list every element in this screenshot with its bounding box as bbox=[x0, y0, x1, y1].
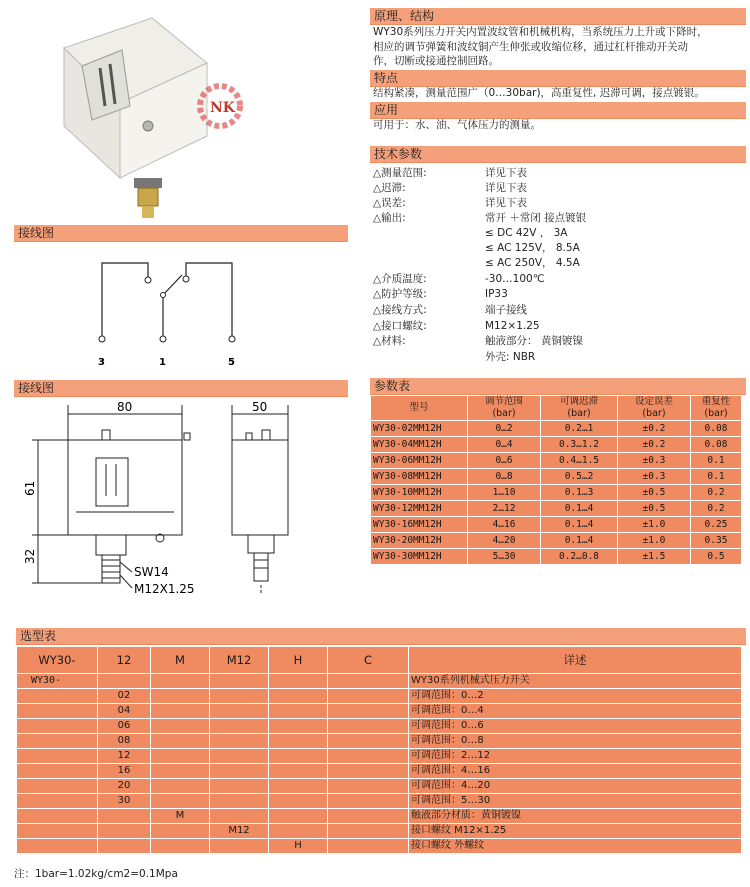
spec-value: 端子接线 bbox=[485, 304, 527, 316]
principle-line: WY30系列压力开关内置波纹管和机械机构，当系统压力上升或下降时， bbox=[373, 26, 708, 38]
param-cell: ±1.0 bbox=[617, 517, 690, 533]
spec-row bbox=[373, 196, 743, 211]
detail-cell: WY30系列机械式压力开关 bbox=[409, 674, 742, 689]
spec-value: -30…100℃ bbox=[485, 273, 545, 285]
spec-row bbox=[373, 241, 743, 256]
code-cell bbox=[98, 839, 151, 854]
section-tech-title: 技术参数 bbox=[374, 147, 423, 161]
selection-body bbox=[17, 674, 742, 854]
spec-value: IP33 bbox=[485, 288, 508, 300]
principle-line: 相应的调节弹簧和波纹铜产生伸张或收缩位移，通过杠杆推动开关动 bbox=[373, 40, 688, 53]
spec-key: △防护等级: bbox=[373, 288, 427, 300]
terminal-label: 3 bbox=[98, 357, 105, 368]
detail-cell: 可调范围：0…6 bbox=[409, 719, 742, 734]
code-cell bbox=[151, 779, 210, 794]
params-row bbox=[371, 437, 742, 453]
code-cell: 16 bbox=[98, 764, 151, 779]
param-cell: 0.1…3 bbox=[541, 485, 618, 501]
spec-value: 详见下表 bbox=[485, 182, 527, 194]
spec-row bbox=[373, 272, 743, 287]
model-cell: WY30-08MM12H bbox=[371, 469, 468, 485]
code-cell bbox=[98, 824, 151, 839]
code-cell bbox=[17, 839, 98, 854]
code-cell bbox=[210, 809, 269, 824]
param-cell: 0.2 bbox=[691, 485, 742, 501]
code-cell bbox=[151, 839, 210, 854]
spec-value: ≤ DC 42V ， 3A bbox=[485, 227, 568, 239]
selection-header-cell: 详述 bbox=[409, 647, 742, 674]
model-cell: WY30-10MM12H bbox=[371, 485, 468, 501]
model-cell: WY30-20MM12H bbox=[371, 533, 468, 549]
code-cell: 02 bbox=[98, 689, 151, 704]
spec-row bbox=[373, 256, 743, 271]
detail-cell: 触液部分材质：黄铜镀镍 bbox=[409, 809, 742, 824]
params-header-cell bbox=[617, 396, 690, 421]
spec-key: △迟滞: bbox=[373, 182, 406, 194]
code-cell bbox=[151, 689, 210, 704]
param-cell: 0…6 bbox=[468, 453, 541, 469]
dim-height-fitting: 32 bbox=[23, 548, 37, 564]
spec-row bbox=[373, 181, 743, 196]
spec-value: 详见下表 bbox=[485, 197, 527, 209]
code-cell bbox=[17, 779, 98, 794]
spec-value: M12×1.25 bbox=[485, 320, 540, 332]
code-cell bbox=[328, 809, 409, 824]
spec-row bbox=[373, 319, 743, 334]
code-cell: 20 bbox=[98, 779, 151, 794]
param-cell: 0.25 bbox=[691, 517, 742, 533]
code-cell bbox=[328, 689, 409, 704]
code-cell bbox=[210, 734, 269, 749]
spec-value: 外壳: NBR bbox=[485, 351, 536, 363]
header-unit: (bar) bbox=[492, 408, 516, 419]
param-cell: 0.08 bbox=[691, 421, 742, 437]
detail-cell: 可调范围：0…8 bbox=[409, 734, 742, 749]
param-cell: ±0.5 bbox=[617, 501, 690, 517]
code-cell bbox=[269, 749, 328, 764]
param-cell: ±0.3 bbox=[617, 453, 690, 469]
dimension-drawing bbox=[14, 400, 314, 610]
header-text: 重复性 bbox=[701, 396, 731, 407]
section-selection-header bbox=[16, 628, 746, 645]
model-cell: WY30-30MM12H bbox=[371, 549, 468, 565]
spec-row bbox=[373, 287, 743, 302]
code-cell: 30 bbox=[98, 794, 151, 809]
code-cell bbox=[151, 824, 210, 839]
section-principle-header bbox=[370, 8, 746, 25]
section-wiring-header bbox=[14, 225, 348, 242]
code-cell: 06 bbox=[98, 719, 151, 734]
params-header-cell bbox=[541, 396, 618, 421]
param-cell: 0.1…4 bbox=[541, 533, 618, 549]
spec-key: △误差: bbox=[373, 197, 406, 209]
param-cell: 0.5 bbox=[691, 549, 742, 565]
code-cell bbox=[328, 824, 409, 839]
code-cell bbox=[17, 794, 98, 809]
header-unit: (bar) bbox=[642, 408, 666, 419]
code-cell bbox=[269, 764, 328, 779]
param-cell: 0.08 bbox=[691, 437, 742, 453]
code-cell bbox=[328, 734, 409, 749]
model-cell: WY30-16MM12H bbox=[371, 517, 468, 533]
model-cell: WY30-02MM12H bbox=[371, 421, 468, 437]
code-cell bbox=[328, 779, 409, 794]
code-cell bbox=[210, 704, 269, 719]
code-cell bbox=[269, 689, 328, 704]
param-cell: ±1.0 bbox=[617, 533, 690, 549]
code-cell: WY30- bbox=[17, 674, 98, 689]
code-cell: 12 bbox=[98, 749, 151, 764]
param-cell: 0…4 bbox=[468, 437, 541, 453]
header-text: 设定误差 bbox=[634, 396, 673, 407]
code-cell bbox=[151, 704, 210, 719]
spec-row bbox=[373, 226, 743, 241]
param-cell: 4…16 bbox=[468, 517, 541, 533]
params-header-cell bbox=[371, 396, 468, 421]
code-cell bbox=[151, 719, 210, 734]
terminal-label: 1 bbox=[159, 357, 166, 368]
params-row bbox=[371, 501, 742, 517]
code-cell bbox=[151, 764, 210, 779]
spec-row bbox=[373, 334, 743, 349]
params-header-cell bbox=[468, 396, 541, 421]
code-cell bbox=[269, 674, 328, 689]
code-cell bbox=[17, 689, 98, 704]
selection-row bbox=[17, 749, 742, 764]
code-cell bbox=[269, 809, 328, 824]
section-application-header bbox=[370, 102, 746, 119]
param-cell: 5…30 bbox=[468, 549, 541, 565]
application-text: 可用于：水、油、气体压力的测量。 bbox=[373, 119, 541, 131]
code-cell bbox=[328, 704, 409, 719]
spec-key: △接线方式: bbox=[373, 304, 427, 316]
param-cell: ±0.2 bbox=[617, 437, 690, 453]
code-cell bbox=[17, 704, 98, 719]
wiring-diagram bbox=[90, 255, 260, 375]
section-tech-header bbox=[370, 146, 746, 163]
params-row bbox=[371, 469, 742, 485]
selection-row bbox=[17, 689, 742, 704]
code-cell bbox=[151, 734, 210, 749]
params-row bbox=[371, 517, 742, 533]
code-cell: M bbox=[151, 809, 210, 824]
selection-row bbox=[17, 839, 742, 854]
code-cell bbox=[328, 839, 409, 854]
selection-row bbox=[17, 809, 742, 824]
code-cell bbox=[210, 749, 269, 764]
selection-header-cell: 12 bbox=[98, 647, 151, 674]
selection-row bbox=[17, 794, 742, 809]
code-cell bbox=[210, 839, 269, 854]
code-cell bbox=[210, 674, 269, 689]
selection-row bbox=[17, 719, 742, 734]
section-wiring-title: 接线图 bbox=[18, 226, 55, 240]
spec-row bbox=[373, 166, 743, 181]
spec-key: △接口螺纹: bbox=[373, 320, 427, 332]
params-row bbox=[371, 549, 742, 565]
header-text: 可调迟滞 bbox=[559, 396, 598, 407]
code-cell bbox=[17, 809, 98, 824]
spec-value: ≤ AC 250V， 4.5A bbox=[485, 257, 580, 269]
spec-key: △输出: bbox=[373, 212, 406, 224]
param-cell: 0…8 bbox=[468, 469, 541, 485]
terminal-label: 5 bbox=[228, 357, 235, 368]
model-cell: WY30-06MM12H bbox=[371, 453, 468, 469]
section-principle-title: 原理、结构 bbox=[374, 9, 435, 23]
param-cell: 0.2…0.8 bbox=[541, 549, 618, 565]
code-cell: M12 bbox=[210, 824, 269, 839]
principle-line: 作，切断或接通控制回路。 bbox=[373, 55, 499, 67]
header-text: 型号 bbox=[409, 402, 429, 413]
param-cell: 0.5…2 bbox=[541, 469, 618, 485]
spec-key: △测量范围: bbox=[373, 167, 427, 179]
code-cell bbox=[328, 764, 409, 779]
section-dimension-header bbox=[14, 380, 348, 397]
param-cell: ±0.2 bbox=[617, 421, 690, 437]
spec-row bbox=[373, 211, 743, 226]
param-cell: 0.2 bbox=[691, 501, 742, 517]
section-dimension-title: 接线图 bbox=[18, 381, 55, 395]
code-cell bbox=[269, 779, 328, 794]
section-params-title: 参数表 bbox=[374, 379, 411, 393]
code-cell bbox=[328, 794, 409, 809]
param-cell: 4…20 bbox=[468, 533, 541, 549]
section-application-title: 应用 bbox=[374, 103, 399, 117]
params-table bbox=[370, 395, 742, 565]
code-cell bbox=[98, 809, 151, 824]
code-cell: H bbox=[269, 839, 328, 854]
params-row bbox=[371, 533, 742, 549]
selection-header-cell: M bbox=[151, 647, 210, 674]
selection-row bbox=[17, 734, 742, 749]
watermark-text: NK bbox=[210, 100, 235, 116]
detail-cell: 可调范围：0…4 bbox=[409, 704, 742, 719]
section-features-header bbox=[370, 70, 746, 87]
selection-header-cell: H bbox=[269, 647, 328, 674]
param-cell: 2…12 bbox=[468, 501, 541, 517]
detail-cell: 接口螺纹 外螺纹 bbox=[409, 839, 742, 854]
param-cell: 0.1 bbox=[691, 453, 742, 469]
selection-row bbox=[17, 764, 742, 779]
product-photo bbox=[52, 8, 252, 220]
selection-row bbox=[17, 824, 742, 839]
header-text: 调节范围 bbox=[485, 396, 524, 407]
spec-value: 常开 ＋常闭 接点镀银 bbox=[485, 212, 587, 224]
selection-table bbox=[16, 646, 742, 854]
code-cell bbox=[269, 719, 328, 734]
code-cell: 08 bbox=[98, 734, 151, 749]
param-cell: 0.1…4 bbox=[541, 501, 618, 517]
code-cell bbox=[17, 749, 98, 764]
params-header-row bbox=[371, 396, 742, 421]
selection-header-cell: M12 bbox=[210, 647, 269, 674]
param-cell: 0.2…1 bbox=[541, 421, 618, 437]
code-cell bbox=[210, 719, 269, 734]
header-unit: (bar) bbox=[704, 408, 728, 419]
detail-cell: 可调范围：4…20 bbox=[409, 779, 742, 794]
param-cell: 0.4…1.5 bbox=[541, 453, 618, 469]
param-cell: ±1.5 bbox=[617, 549, 690, 565]
params-row bbox=[371, 485, 742, 501]
model-cell: WY30-12MM12H bbox=[371, 501, 468, 517]
code-cell bbox=[269, 824, 328, 839]
code-cell bbox=[328, 719, 409, 734]
param-cell: 0.35 bbox=[691, 533, 742, 549]
dim-sw-label: SW14 bbox=[134, 565, 169, 579]
param-cell: 1…10 bbox=[468, 485, 541, 501]
params-header-cell bbox=[691, 396, 742, 421]
principle-text bbox=[373, 25, 745, 69]
code-cell bbox=[210, 794, 269, 809]
code-cell bbox=[98, 674, 151, 689]
code-cell: 04 bbox=[98, 704, 151, 719]
detail-cell: 可调范围：5…30 bbox=[409, 794, 742, 809]
features-text: 结构紧凑，测量范围广（0…30bar)，高重复性, 迟滞可调，接点镀银。 bbox=[373, 87, 705, 99]
code-cell bbox=[210, 689, 269, 704]
section-params-header bbox=[370, 378, 746, 395]
selection-header-cell: WY30- bbox=[17, 647, 98, 674]
param-cell: ±0.5 bbox=[617, 485, 690, 501]
spec-value: ≤ AC 125V， 8.5A bbox=[485, 242, 580, 254]
param-cell: 0.1…4 bbox=[541, 517, 618, 533]
detail-cell: 接口螺纹 M12×1.25 bbox=[409, 824, 742, 839]
dim-thread-label: M12X1.25 bbox=[134, 582, 195, 596]
spec-value: 触液部分： 黄铜镀镍 bbox=[485, 335, 583, 347]
code-cell bbox=[210, 779, 269, 794]
header-unit: (bar) bbox=[567, 408, 591, 419]
unit-note: 注：1bar=1.02kg/cm2=0.1Mpa bbox=[14, 868, 178, 880]
selection-row bbox=[17, 674, 742, 689]
section-selection-title: 选型表 bbox=[20, 629, 57, 643]
params-row bbox=[371, 421, 742, 437]
detail-cell: 可调范围：0…2 bbox=[409, 689, 742, 704]
pressure-switch-image bbox=[52, 8, 252, 220]
spec-row bbox=[373, 350, 743, 365]
param-cell: 0.1 bbox=[691, 469, 742, 485]
detail-cell: 可调范围：4…16 bbox=[409, 764, 742, 779]
spec-value: 详见下表 bbox=[485, 167, 527, 179]
code-cell bbox=[17, 734, 98, 749]
param-cell: 0…2 bbox=[468, 421, 541, 437]
param-cell: 0.3…1.2 bbox=[541, 437, 618, 453]
code-cell bbox=[17, 824, 98, 839]
detail-cell: 可调范围：2…12 bbox=[409, 749, 742, 764]
dim-width-side: 50 bbox=[252, 400, 268, 414]
code-cell bbox=[328, 674, 409, 689]
section-features-title: 特点 bbox=[374, 71, 399, 85]
code-cell bbox=[151, 794, 210, 809]
code-cell bbox=[151, 749, 210, 764]
model-cell: WY30-04MM12H bbox=[371, 437, 468, 453]
code-cell bbox=[269, 734, 328, 749]
selection-row bbox=[17, 779, 742, 794]
dim-height-body: 61 bbox=[23, 480, 37, 496]
spec-row bbox=[373, 303, 743, 318]
code-cell bbox=[17, 764, 98, 779]
dim-width-front: 80 bbox=[117, 400, 133, 414]
code-cell bbox=[17, 719, 98, 734]
spec-key: △介质温度: bbox=[373, 273, 427, 285]
code-cell bbox=[269, 704, 328, 719]
code-cell bbox=[151, 674, 210, 689]
code-cell bbox=[328, 749, 409, 764]
selection-header-cell: C bbox=[328, 647, 409, 674]
selection-header-row bbox=[17, 647, 742, 674]
param-cell: ±0.3 bbox=[617, 469, 690, 485]
code-cell bbox=[269, 794, 328, 809]
spec-key: △材料: bbox=[373, 335, 406, 347]
selection-row bbox=[17, 704, 742, 719]
params-row bbox=[371, 453, 742, 469]
code-cell bbox=[210, 764, 269, 779]
params-body bbox=[371, 421, 742, 565]
